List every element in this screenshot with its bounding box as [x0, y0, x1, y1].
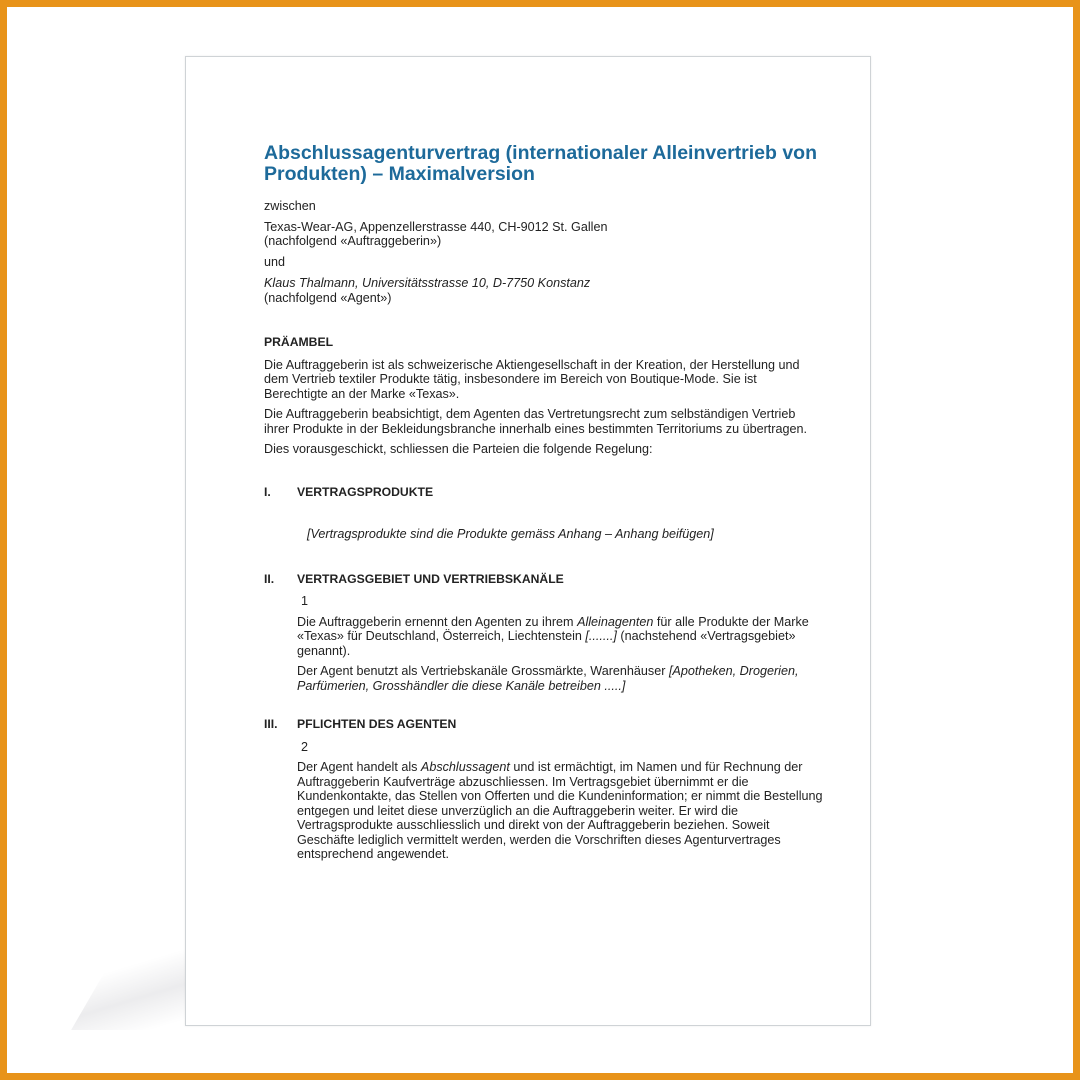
section-3-title: PFLICHTEN DES AGENTEN — [297, 717, 457, 731]
preamble-heading: PRÄAMBEL — [264, 335, 334, 349]
section-2-number: II. — [264, 571, 275, 586]
document-content — [264, 143, 824, 868]
section-2-paragraph-1: Die Auftraggeberin ernennt den Agenten zu ihrem Alleinagenten für alle Produkte der Marke «Texas» für Deutschland, Österreich, Liechtenstein [.......] (nachstehend «Vertragsgebiet» genannt). — [297, 614, 809, 658]
document-page — [185, 56, 871, 1026]
section-3-paragraph-1: Der Agent handelt als Abschlussagent und ist ermächtigt, im Namen und für Rechnung der Auftraggeberin Kaufverträge abzuschliessen. Im Vertragsgebiet übernimmt er die Kundenkontakte, das Stellen von Offerten und die Kundeninformation; er nimmt die Bestellung entgegen und leitet diese unverzüglich an die Auftraggeberin weiter. Er wird die Vertragsprodukte ausschliesslich und direkt von der Auftraggeberin beziehen. Soweit Geschäfte lediglich vermittelt werden, werden die Vorschriften dieses Agenturvertrages entsprechend angewendet. — [297, 760, 823, 861]
preamble-paragraph-2: Die Auftraggeberin beabsichtigt, dem Agenten das Vertretungsrecht zum selbständigen Vertrieb ihrer Produkte in der Bekleidungsbranche innerhalb eines bestimmten Territoriums zu übertragen. — [264, 407, 807, 436]
section-1-heading — [264, 485, 824, 500]
section-2-paragraph-number: 1 — [301, 594, 309, 608]
section-2-heading — [264, 572, 824, 587]
preamble-paragraph-1: Die Auftraggeberin ist als schweizerische Aktiengesellschaft in der Kreation, der Herstellung und dem Vertrieb textiler Produkte tätig, insbesondere im Bereich von Boutique-Mode. Sie ist Berechtigte an der Marke «Texas». — [264, 357, 800, 401]
party2-role: (nachfolgend «Agent») — [264, 290, 392, 305]
party2-block — [264, 276, 824, 305]
party1-name: Texas-Wear-AG, Appenzellerstrasse 440, CH-9012 St. Gallen — [264, 219, 608, 234]
between-text: zwischen — [264, 199, 316, 213]
party1-block — [264, 220, 824, 249]
document-title: Abschlussagenturvertrag (internationaler Alleinvertrieb von Produkten) – Maximalversion — [264, 142, 817, 185]
section-1-number: I. — [264, 484, 271, 499]
party1-role: (nachfolgend «Auftraggeberin») — [264, 234, 442, 248]
section-3-number: III. — [264, 717, 278, 731]
section-3-paragraph-number: 2 — [301, 739, 309, 754]
section-2-title: VERTRAGSGEBIET UND VERTRIEBSKANÄLE — [297, 571, 564, 586]
section-3-heading — [264, 717, 824, 732]
section-1-title: VERTRAGSPRODUKTE — [297, 484, 434, 499]
preamble-paragraph-3: Dies vorausgeschickt, schliessen die Parteien die folgende Regelung: — [264, 442, 653, 456]
and-text: und — [264, 254, 286, 269]
party2-name: Klaus Thalmann, Universitätsstrasse 10, D-7750 Konstanz — [264, 276, 591, 290]
section-1-text: [Vertragsprodukte sind die Produkte gemäss Anhang – Anhang beifügen] — [307, 527, 714, 541]
section-2-paragraph-2: Der Agent benutzt als Vertriebskanäle Grossmärkte, Warenhäuser [Apotheken, Drogerien, Parfümerien, Grosshändler die diese Kanäle betreiben .....] — [297, 664, 799, 693]
